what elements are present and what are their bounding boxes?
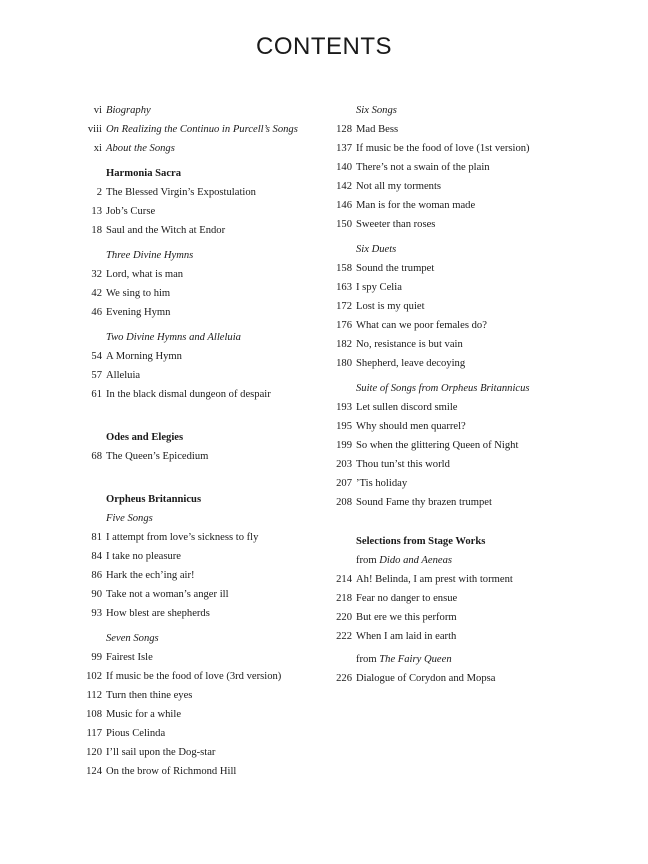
toc-entry[interactable] bbox=[80, 366, 320, 385]
toc-entry[interactable] bbox=[80, 686, 320, 705]
entry-title: Not all my torments bbox=[356, 181, 442, 192]
entry-title: Lord, what is man bbox=[106, 269, 184, 280]
entry-title: Turn then thine eyes bbox=[106, 690, 193, 701]
page-number: 99 bbox=[91, 652, 102, 663]
toc-entry[interactable] bbox=[330, 669, 570, 688]
toc-entry[interactable] bbox=[80, 139, 320, 158]
entry-title: Fear no danger to ensue bbox=[356, 593, 458, 604]
page-number: viii bbox=[87, 124, 102, 135]
page-number: 117 bbox=[86, 728, 102, 739]
toc-entry[interactable] bbox=[330, 196, 570, 215]
toc-entry[interactable] bbox=[80, 705, 320, 724]
page-number: 18 bbox=[91, 225, 102, 236]
entry-title: If music be the food of love (1st version) bbox=[356, 143, 530, 154]
page-number: 172 bbox=[336, 301, 352, 312]
page-number: 90 bbox=[91, 589, 102, 600]
page-number: 68 bbox=[91, 451, 102, 462]
section-heading: Orpheus Britannicus bbox=[106, 494, 202, 505]
toc-entry[interactable] bbox=[330, 627, 570, 646]
entry-title: ’Tis holiday bbox=[356, 478, 408, 489]
toc-entry[interactable] bbox=[330, 335, 570, 354]
toc-entry[interactable] bbox=[80, 183, 320, 202]
section-subheading: Suite of Songs from Orpheus Britannicus bbox=[356, 383, 530, 394]
page-number: 81 bbox=[91, 532, 102, 543]
toc-entry[interactable] bbox=[330, 398, 570, 417]
entry-title: Sound Fame thy brazen trumpet bbox=[356, 497, 492, 508]
page-number: 158 bbox=[336, 263, 352, 274]
toc-entry[interactable] bbox=[80, 743, 320, 762]
entry-title: Alleluia bbox=[106, 370, 141, 381]
toc-entry[interactable] bbox=[80, 120, 320, 139]
toc-entry[interactable] bbox=[80, 303, 320, 322]
entry-title: Why should men quarrel? bbox=[356, 421, 466, 432]
page-number: 108 bbox=[86, 709, 102, 720]
page-number: 128 bbox=[336, 124, 352, 135]
page-number: 182 bbox=[336, 339, 352, 350]
entry-title: How blest are shepherds bbox=[106, 608, 210, 619]
page-number: 102 bbox=[86, 671, 102, 682]
toc-entry[interactable] bbox=[330, 417, 570, 436]
toc-entry[interactable] bbox=[330, 493, 570, 512]
entry-title: Thou tun’st this world bbox=[356, 459, 450, 470]
page-number: 112 bbox=[86, 690, 102, 701]
entry-title: On Realizing the Continuo in Purcell’s Songs bbox=[106, 124, 298, 135]
toc-entry[interactable] bbox=[80, 347, 320, 366]
entry-title: Ah! Belinda, I am prest with torment bbox=[356, 574, 513, 585]
toc-entry[interactable] bbox=[80, 566, 320, 585]
work-subheading bbox=[330, 650, 570, 669]
entry-title: Evening Hymn bbox=[106, 307, 171, 318]
toc-entry[interactable] bbox=[80, 724, 320, 743]
toc-entry[interactable] bbox=[330, 297, 570, 316]
page-number: 203 bbox=[336, 459, 352, 470]
toc-entry[interactable] bbox=[330, 215, 570, 234]
entry-title: I attempt from love’s sickness to fly bbox=[106, 532, 259, 543]
entry-title: We sing to him bbox=[106, 288, 171, 299]
toc-entry[interactable] bbox=[80, 667, 320, 686]
page-number: 207 bbox=[336, 478, 352, 489]
entry-title: There’s not a swain of the plain bbox=[356, 162, 490, 173]
toc-entry[interactable] bbox=[330, 436, 570, 455]
work-subheading bbox=[330, 551, 570, 570]
page-number: 208 bbox=[336, 497, 352, 508]
page-number: 163 bbox=[336, 282, 352, 293]
page-number: 176 bbox=[336, 320, 352, 331]
entry-title: Shepherd, leave decoying bbox=[356, 358, 466, 369]
toc-entry[interactable] bbox=[330, 278, 570, 297]
toc-entry[interactable] bbox=[330, 608, 570, 627]
page-number: 146 bbox=[336, 200, 352, 211]
entry-title: I take no pleasure bbox=[106, 551, 182, 562]
toc-entry[interactable] bbox=[80, 547, 320, 566]
toc-entry[interactable] bbox=[330, 316, 570, 335]
section-subheading: Seven Songs bbox=[106, 633, 159, 644]
page-title: CONTENTS bbox=[256, 33, 392, 60]
toc-entry[interactable] bbox=[330, 120, 570, 139]
toc-entry[interactable] bbox=[80, 284, 320, 303]
toc-entry[interactable] bbox=[80, 101, 320, 120]
entry-title: Pious Celinda bbox=[106, 728, 166, 739]
toc-entry[interactable] bbox=[330, 158, 570, 177]
entry-title: Take not a woman’s anger ill bbox=[106, 589, 229, 600]
entry-title: On the brow of Richmond Hill bbox=[106, 766, 237, 777]
toc-entry[interactable] bbox=[80, 447, 320, 466]
page-number: xi bbox=[93, 143, 102, 154]
work-title: Dido and Aeneas bbox=[379, 555, 453, 566]
page-number: 193 bbox=[336, 402, 352, 413]
entry-title: I’ll sail upon the Dog-star bbox=[106, 747, 216, 758]
entry-title: Sweeter than roses bbox=[356, 219, 436, 230]
entry-title: Mad Bess bbox=[356, 124, 399, 135]
page-number: 124 bbox=[86, 766, 102, 777]
entry-title: If music be the food of love (3rd version) bbox=[106, 671, 282, 682]
page-number: 180 bbox=[336, 358, 352, 369]
entry-title: Job’s Curse bbox=[106, 206, 156, 217]
section-subheading: Two Divine Hymns and Alleluia bbox=[106, 332, 241, 343]
toc-entry[interactable] bbox=[80, 221, 320, 240]
toc-entry[interactable] bbox=[80, 528, 320, 547]
page-number: 120 bbox=[86, 747, 102, 758]
page-number: 86 bbox=[91, 570, 102, 581]
toc-entry[interactable] bbox=[330, 474, 570, 493]
contents-right-column bbox=[330, 101, 570, 688]
entry-title: Hark the ech’ing air! bbox=[106, 570, 195, 581]
toc-entry[interactable] bbox=[80, 648, 320, 667]
entry-title: Saul and the Witch at Endor bbox=[106, 225, 226, 236]
toc-entry[interactable] bbox=[330, 139, 570, 158]
page-number: 2 bbox=[96, 187, 102, 198]
page-number: 42 bbox=[91, 288, 102, 299]
toc-entry[interactable] bbox=[80, 385, 320, 404]
section-subheading: Five Songs bbox=[106, 513, 153, 524]
entry-title: The Blessed Virgin’s Expostulation bbox=[106, 187, 256, 198]
entry-title: A Morning Hymn bbox=[106, 351, 182, 362]
entry-title: No, resistance is but vain bbox=[356, 339, 463, 350]
entry-title: I spy Celia bbox=[356, 282, 402, 293]
toc-entry[interactable] bbox=[80, 202, 320, 221]
entry-title: What can we poor females do? bbox=[356, 320, 487, 331]
page-number: 32 bbox=[91, 269, 102, 280]
toc-entry[interactable] bbox=[80, 585, 320, 604]
toc-entry[interactable] bbox=[330, 589, 570, 608]
entry-title: But ere we this perform bbox=[356, 612, 457, 623]
page-number: vi bbox=[93, 105, 102, 116]
entry-title: Sound the trumpet bbox=[356, 263, 435, 274]
toc-entry[interactable] bbox=[330, 259, 570, 278]
page-number: 199 bbox=[336, 440, 352, 451]
toc-entry[interactable] bbox=[330, 177, 570, 196]
section-subheading: Six Songs bbox=[356, 105, 397, 116]
page-number: 220 bbox=[336, 612, 352, 623]
toc-entry[interactable] bbox=[80, 604, 320, 623]
section-heading: Harmonia Sacra bbox=[106, 168, 182, 179]
from-label: from bbox=[356, 654, 377, 665]
page-number: 61 bbox=[91, 389, 102, 400]
entry-title: Let sullen discord smile bbox=[356, 402, 458, 413]
page-number: 140 bbox=[336, 162, 352, 173]
page-number: 214 bbox=[336, 574, 352, 585]
entry-title: Lost is my quiet bbox=[356, 301, 425, 312]
page-number: 13 bbox=[91, 206, 102, 217]
page-number: 93 bbox=[91, 608, 102, 619]
page-number: 195 bbox=[336, 421, 352, 432]
toc-entry[interactable] bbox=[330, 455, 570, 474]
page-number: 142 bbox=[336, 181, 352, 192]
toc-entry[interactable] bbox=[80, 265, 320, 284]
entry-title: In the black dismal dungeon of despair bbox=[106, 389, 271, 400]
page-number: 84 bbox=[91, 551, 102, 562]
toc-entry[interactable] bbox=[330, 570, 570, 589]
section-subheading: Six Duets bbox=[356, 244, 397, 255]
entry-title: The Queen’s Epicedium bbox=[106, 451, 209, 462]
section-subheading: Three Divine Hymns bbox=[106, 250, 194, 261]
entry-title: So when the glittering Queen of Night bbox=[356, 440, 519, 451]
toc-entry[interactable] bbox=[330, 354, 570, 373]
page-number: 218 bbox=[336, 593, 352, 604]
section-heading: Odes and Elegies bbox=[106, 432, 184, 443]
entry-title: Man is for the woman made bbox=[356, 200, 476, 211]
contents-left-column bbox=[80, 101, 320, 781]
page-number: 150 bbox=[336, 219, 352, 230]
page-number: 226 bbox=[336, 673, 352, 684]
from-label: from bbox=[356, 555, 377, 566]
toc-entry[interactable] bbox=[80, 762, 320, 781]
entry-title: Music for a while bbox=[106, 709, 182, 720]
page-number: 46 bbox=[91, 307, 102, 318]
section-heading: Selections from Stage Works bbox=[356, 536, 486, 547]
entry-title: Fairest Isle bbox=[106, 652, 153, 663]
entry-title: Dialogue of Corydon and Mopsa bbox=[356, 673, 496, 684]
page-number: 137 bbox=[336, 143, 352, 154]
page-number: 57 bbox=[91, 370, 102, 381]
entry-title: About the Songs bbox=[106, 143, 175, 154]
work-title: The Fairy Queen bbox=[379, 654, 452, 665]
page-number: 222 bbox=[336, 631, 352, 642]
page-number: 54 bbox=[91, 351, 102, 362]
entry-title: Biography bbox=[106, 105, 151, 116]
entry-title: When I am laid in earth bbox=[356, 631, 457, 642]
